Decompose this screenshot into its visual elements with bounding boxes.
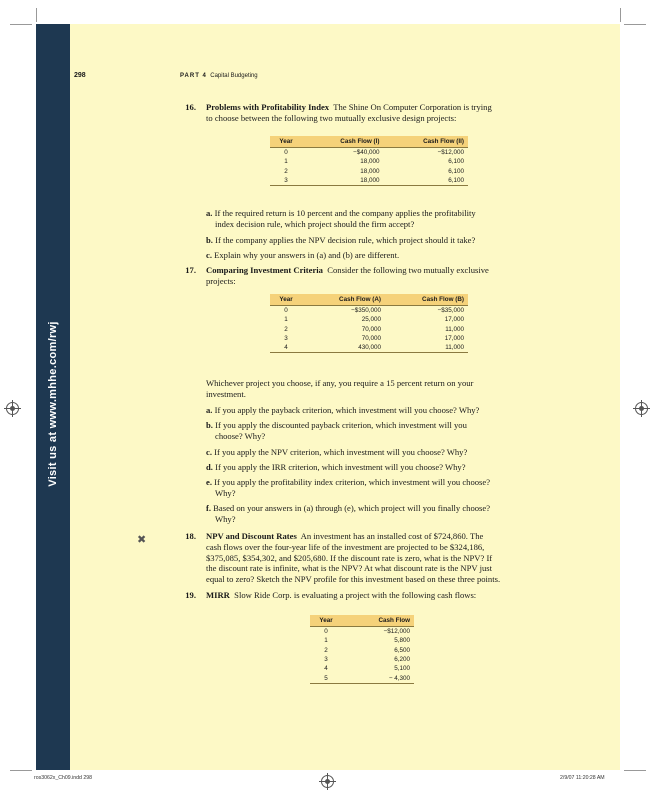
crop-mark xyxy=(624,24,646,25)
problem-16-text: Problems with Profitability Index The Shine On Computer Corporation is trying to choose between the following two mutually exclusive design projects: xyxy=(206,102,492,123)
problem-16-number: 16. xyxy=(185,102,196,112)
crop-mark xyxy=(10,770,32,771)
table-row: 0 −$12,000 xyxy=(324,628,410,636)
part-title: Capital Budgeting xyxy=(210,73,258,79)
excel-problem-icon: ✖ xyxy=(137,533,147,546)
problem-16-table xyxy=(270,136,468,186)
problem-17-intro: Whichever project you choose, if any, you require a 15 percent return on your investment. xyxy=(206,378,474,399)
problem-19-text: MIRR Slow Ride Corp. is evaluating a project with the following cash flows: xyxy=(206,590,477,600)
problem-16-part-a: a. If the required return is 10 percent and the company applies the profitability index decision rule, which project should the firm accept? xyxy=(206,208,476,229)
table-row: 1 18,000 6,100 xyxy=(284,158,464,166)
problem-18-title: NPV and Discount Rates xyxy=(206,531,297,541)
page-number: 298 xyxy=(74,72,86,79)
footer-timestamp: 2/9/07 11:20:28 AM xyxy=(560,775,605,781)
problem-19-table xyxy=(310,615,414,684)
table-row: 3 18,000 6,100 xyxy=(270,176,468,186)
crop-mark xyxy=(620,8,621,22)
table-row: 3 70,000 17,000 xyxy=(284,335,464,343)
problem-16-part-b: b. If the company applies the NPV decision rule, which project should it take? xyxy=(206,235,476,245)
problem-17-part-b: b. If you apply the discounted payback criterion, which investment will you choose? Why? xyxy=(206,420,467,441)
problem-16-title: Problems with Profitability Index xyxy=(206,102,330,112)
registration-mark-icon xyxy=(635,402,648,415)
table-row: 1 5,800 xyxy=(324,637,410,645)
problem-18-number: 18. xyxy=(185,531,196,541)
table-row: 0 −$350,000 −$35,000 xyxy=(284,307,464,315)
problem-16-part-c: c. Explain why your answers in (a) and (b) are different. xyxy=(206,250,400,260)
registration-mark-icon xyxy=(321,775,334,788)
problem-17-table xyxy=(270,294,468,353)
problem-19-number: 19. xyxy=(185,590,196,600)
problem-18-text: NPV and Discount Rates An investment has an installed cost of $724,860. The cash flows over the four-year life of the investment are projected to be $324,186, $375,085, $354,302, and $205,680. If the discount rate is zero, what is the NPV? If the discount rate is infinite, what is the NPV? At what discount rate is the NPV just equal to zero? Sketch the NPV profile for this investment based on these three points. xyxy=(206,531,501,585)
problem-17-part-f: f. Based on your answers in (a) through (e), which project will you finally choose? Why? xyxy=(206,503,491,524)
problem-17-text: Comparing Investment Criteria Consider the following two mutually exclusive projects: xyxy=(206,265,489,286)
table-row: 0 −$40,000 −$12,000 xyxy=(284,149,464,157)
footer-file-slug: ros3062x_Ch09.indd 298 xyxy=(34,775,92,781)
table-header-row: Year Cash Flow (I) Cash Flow (II) xyxy=(270,136,468,148)
table-row: 2 70,000 11,000 xyxy=(284,325,464,333)
table-row: 3 6,200 xyxy=(324,656,410,664)
sidebar-url[interactable]: Visit us at www.mhhe.com/rwj xyxy=(47,321,59,487)
part-label: PART 4 xyxy=(180,73,207,79)
registration-mark-icon xyxy=(6,402,19,415)
table-row: 5 − 4,300 xyxy=(310,673,414,683)
table-row: 4 5,100 xyxy=(324,665,410,673)
problem-17-part-d: d. If you apply the IRR criterion, which investment will you choose? Why? xyxy=(206,462,466,472)
table-row: 4 430,000 11,000 xyxy=(270,343,468,353)
crop-mark xyxy=(36,8,37,22)
problem-17-part-e: e. If you apply the profitability index criterion, which investment will you choose? Why? xyxy=(206,477,491,498)
problem-17-title: Comparing Investment Criteria xyxy=(206,265,323,275)
table-row: 2 6,500 xyxy=(324,646,410,654)
table-row: 2 18,000 6,100 xyxy=(284,167,464,175)
problem-17-number: 17. xyxy=(185,265,196,275)
table-row: 1 25,000 17,000 xyxy=(284,316,464,324)
crop-mark xyxy=(10,24,32,25)
running-header xyxy=(180,73,258,79)
problem-19-title: MIRR xyxy=(206,590,230,600)
crop-mark xyxy=(624,770,646,771)
problem-17-part-a: a. If you apply the payback criterion, which investment will you choose? Why? xyxy=(206,405,480,415)
table-header-row: Year Cash Flow xyxy=(310,615,414,627)
table-header-row: Year Cash Flow (A) Cash Flow (B) xyxy=(270,294,468,306)
problem-17-part-c: c. If you apply the NPV criterion, which investment will you choose? Why? xyxy=(206,447,468,457)
